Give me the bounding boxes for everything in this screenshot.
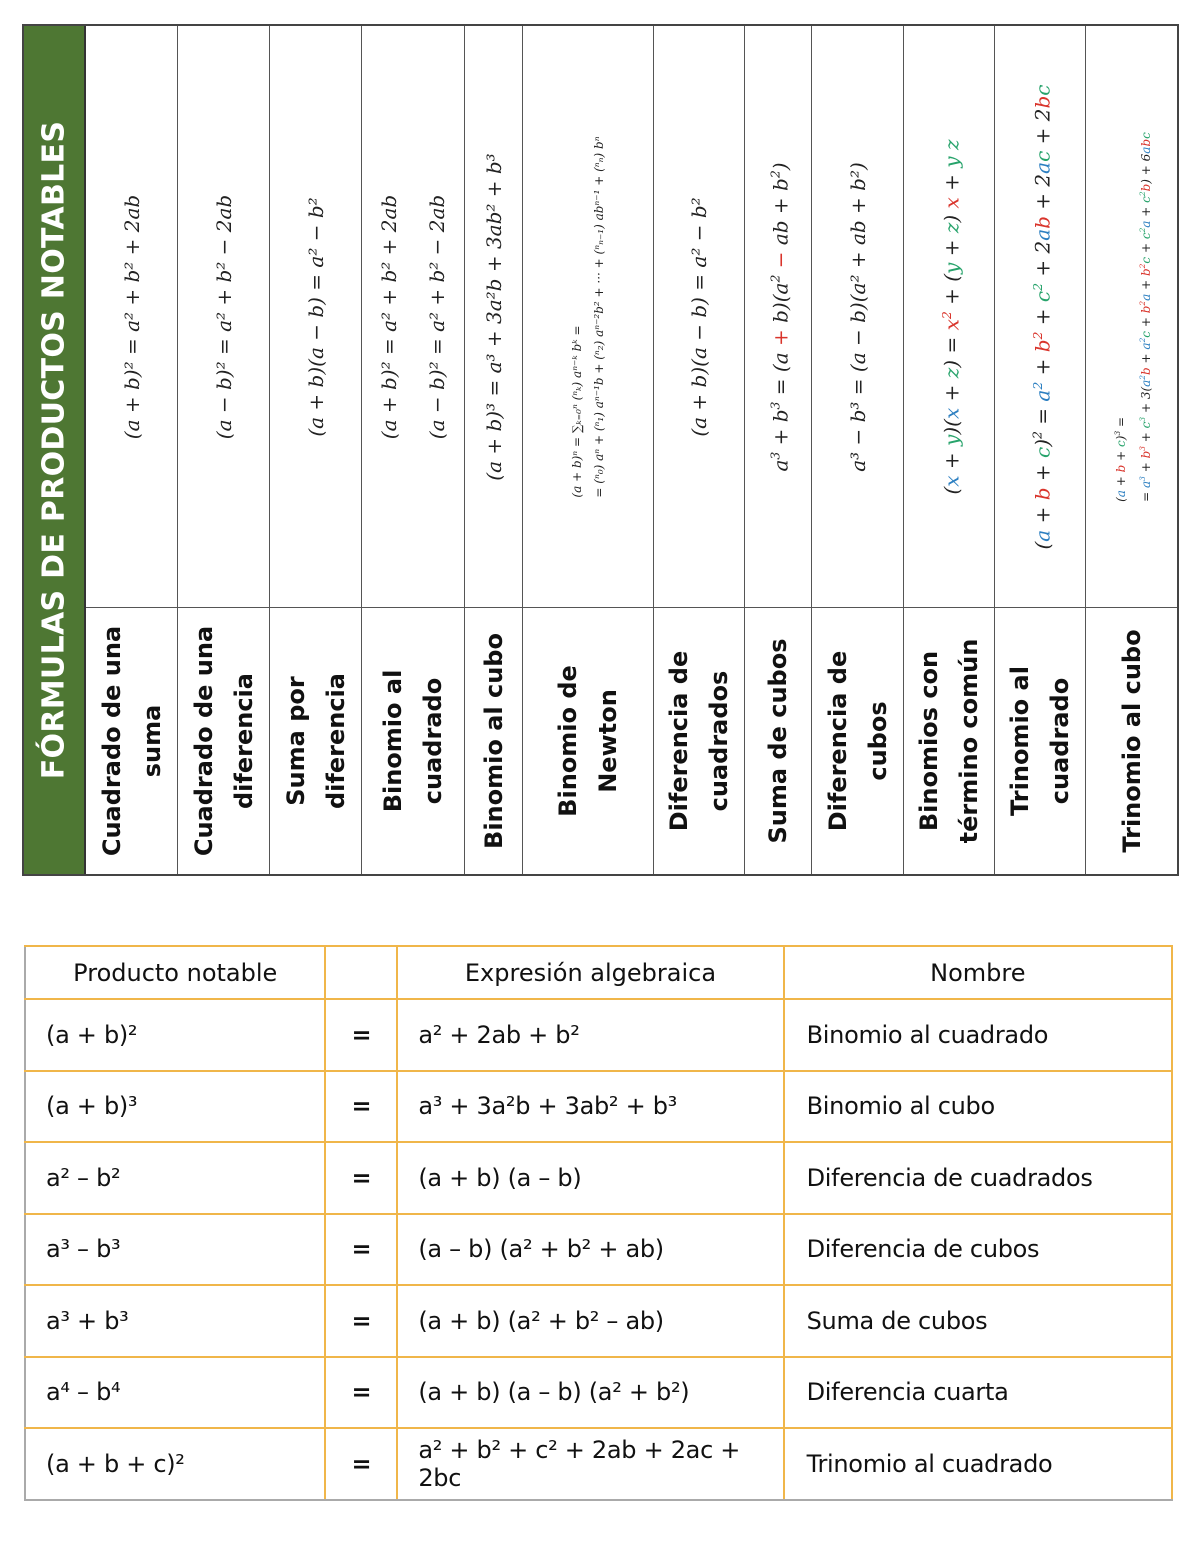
product-cell: a² – b² <box>25 1142 325 1214</box>
formula-cell <box>178 26 269 608</box>
name-cell <box>178 608 269 874</box>
name-text: Cuadrado de una <box>97 625 126 857</box>
name-text: diferencia <box>229 673 258 809</box>
equals-cell: = <box>325 1071 397 1143</box>
formula-text: (a − b)² = a² + b² − 2ab <box>425 194 449 439</box>
formula-text: = (ⁿ₀) aⁿ + (ⁿ₁) aⁿ⁻¹b + (ⁿ₂) aⁿ⁻²b² + ··· + (ⁿₙ₋₁) abⁿ⁻¹ + (ⁿₙ) bⁿ <box>592 135 606 498</box>
formula-text: (a + b)² = a² + b² + 2ab <box>119 194 144 439</box>
name-text: suma <box>137 704 166 778</box>
formula-cell <box>1086 26 1177 608</box>
formula-text: (a + b)³ = a³ + 3a²b + 3ab² + b³ <box>481 152 506 481</box>
name-cell <box>654 608 744 874</box>
name-cell: Suma de cubos <box>784 1285 1172 1357</box>
expression-cell: (a + b) (a – b) (a² + b²) <box>397 1357 783 1429</box>
name-cell <box>1086 608 1177 874</box>
name-text: Diferencia de <box>823 650 852 832</box>
product-cell: a³ + b³ <box>25 1285 325 1357</box>
formula-column <box>812 26 904 874</box>
product-cell: (a + b)³ <box>25 1071 325 1143</box>
formula-text: $(x + y)(x + z) = x^2 + (y + z) x + y$ z <box>938 138 964 495</box>
name-text: cuadrado <box>1046 677 1074 805</box>
name-text: Diferencia de <box>665 650 693 832</box>
table-row <box>25 1214 1172 1286</box>
formula-text: $(a + b + c)^3$ = <box>1112 416 1128 502</box>
name-cell <box>812 608 903 874</box>
header-expression: Expresión algebraica <box>397 946 783 999</box>
table-row <box>25 1357 1172 1429</box>
expression-cell: a³ + 3a²b + 3ab² + b³ <box>397 1071 783 1143</box>
name-text: Cuadrado de una <box>189 625 218 857</box>
name-text: Suma por <box>281 676 310 806</box>
formula-column <box>745 26 812 874</box>
formula-cell <box>812 26 903 608</box>
name-text: diferencia <box>321 673 350 809</box>
name-text: término común <box>955 638 983 844</box>
table-row <box>25 1285 1172 1357</box>
formula-text: (a + b)(a − b) = a² − b² <box>303 196 328 437</box>
name-cell: Diferencia de cubos <box>784 1214 1172 1286</box>
name-text: Binomios con <box>915 650 943 832</box>
formula-text: = $a^3 + b^3 + c^3 + 3(a^2b + a^2c + b^2a + b^2c + c^2a + c^2b) + 6abc$ <box>1137 131 1153 502</box>
name-cell: Diferencia cuarta <box>784 1357 1172 1429</box>
name-text: cuadrados <box>705 670 733 812</box>
formula-text: $(a + b + c)^2 = a^2 + b^2 + c^2 + 2ab + 2ac + 2bc$ <box>1029 83 1055 550</box>
name-cell <box>362 608 464 874</box>
name-text: cubos <box>863 701 892 781</box>
name-cell <box>904 608 994 874</box>
name-cell <box>745 608 811 874</box>
formula-column <box>178 26 270 874</box>
expression-cell: a² + b² + c² + 2ab + 2ac + 2bc <box>397 1428 783 1500</box>
name-cell: Binomio al cubo <box>784 1071 1172 1143</box>
table-header-row <box>25 946 1172 999</box>
formula-column <box>86 26 178 874</box>
product-cell: (a + b + c)² <box>25 1428 325 1500</box>
equals-cell: = <box>325 1285 397 1357</box>
formula-column <box>654 26 745 874</box>
formula-cell <box>654 26 744 608</box>
name-text: cuadrado <box>419 677 447 805</box>
name-text: Binomio de <box>554 665 582 817</box>
name-text: Binomio al <box>379 669 407 813</box>
name-cell: Binomio al cuadrado <box>784 999 1172 1071</box>
name-cell <box>86 608 177 874</box>
formula-column <box>270 26 362 874</box>
header-name: Nombre <box>784 946 1172 999</box>
expression-cell: (a + b) (a – b) <box>397 1142 783 1214</box>
formula-cell <box>270 26 361 608</box>
expression-cell: (a + b) (a² + b² – ab) <box>397 1285 783 1357</box>
formula-column <box>995 26 1086 874</box>
product-cell: a⁴ – b⁴ <box>25 1357 325 1429</box>
formula-cell <box>362 26 464 608</box>
formula-column <box>1086 26 1177 874</box>
expression-cell: a² + 2ab + b² <box>397 999 783 1071</box>
equals-cell: = <box>325 1428 397 1500</box>
expression-cell: (a – b) (a² + b² + ab) <box>397 1214 783 1286</box>
equals-cell: = <box>325 1142 397 1214</box>
formula-cell <box>904 26 994 608</box>
formula-text: (a + b)² = a² + b² + 2ab <box>377 194 401 439</box>
formula-cell <box>465 26 522 608</box>
equals-cell: = <box>325 999 397 1071</box>
header-product: Producto notable <box>25 946 325 999</box>
name-text: Suma de cubos <box>764 638 792 844</box>
product-cell: (a + b)² <box>25 999 325 1071</box>
name-text: Newton <box>594 689 622 793</box>
formula-column <box>523 26 654 874</box>
formula-cell <box>523 26 653 608</box>
table-row <box>25 999 1172 1071</box>
name-cell <box>995 608 1085 874</box>
table-row <box>25 1428 1172 1500</box>
formula-text: (a + b)ⁿ = ∑ₖ₌₀ⁿ (ⁿₖ) aⁿ⁻ᵏ bᵏ = <box>570 324 584 498</box>
formula-column <box>904 26 995 874</box>
formula-text: a³ − b³ = (a − b)(a² + ab + b²) <box>845 161 870 472</box>
product-cell: a³ – b³ <box>25 1214 325 1286</box>
name-cell <box>465 608 522 874</box>
equals-cell: = <box>325 1357 397 1429</box>
name-cell: Diferencia de cuadrados <box>784 1142 1172 1214</box>
table-title: FÓRMULAS DE PRODUCTOS NOTABLES <box>36 120 72 780</box>
table-row <box>25 1071 1172 1143</box>
formulas-table <box>22 24 1179 876</box>
table-title-band <box>24 26 86 874</box>
name-cell <box>270 608 361 874</box>
name-cell <box>523 608 653 874</box>
name-text: Trinomio al <box>1006 666 1034 816</box>
table-row <box>25 1142 1172 1214</box>
formula-column <box>465 26 523 874</box>
formula-cell <box>745 26 811 608</box>
formula-text: (a − b)² = a² + b² − 2ab <box>211 194 236 439</box>
formula-cell <box>995 26 1085 608</box>
formula-text: $a^3 + b^3 = (a + b)(a^2$ − ab + $b^2$) <box>767 161 793 472</box>
name-cell: Trinomio al cuadrado <box>784 1428 1172 1500</box>
products-table <box>24 945 1173 1501</box>
formula-column <box>362 26 465 874</box>
name-text: Trinomio al cubo <box>1117 629 1146 853</box>
formula-cell <box>86 26 177 608</box>
formula-text: (a + b)(a − b) = a² − b² <box>687 196 711 437</box>
equals-cell: = <box>325 1214 397 1286</box>
name-text: Binomio al cubo <box>479 633 508 849</box>
header-eq <box>325 946 397 999</box>
